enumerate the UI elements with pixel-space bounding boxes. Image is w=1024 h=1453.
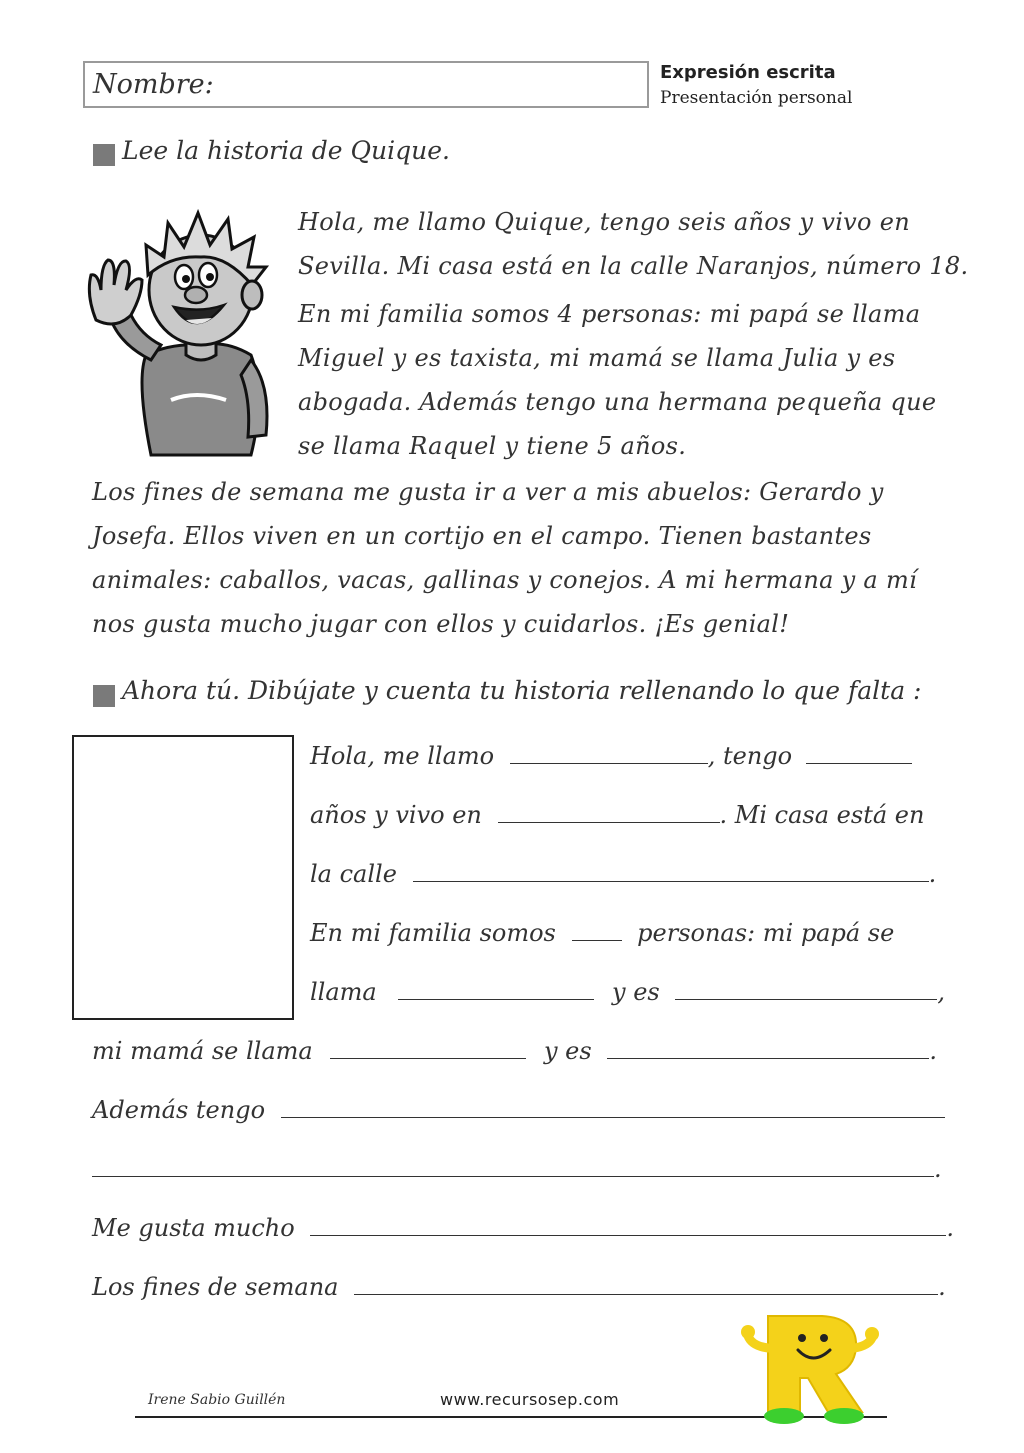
fill-line-8	[92, 1140, 942, 1198]
prompt-text: .	[928, 860, 937, 888]
siblings-continued-blank[interactable]	[92, 1154, 934, 1177]
mother-name-blank[interactable]	[330, 1036, 526, 1059]
family-count-blank[interactable]	[572, 918, 622, 941]
story-paragraph-2	[298, 292, 936, 468]
story-line: En mi familia somos 4 personas: mi papá se llama	[298, 300, 921, 328]
story-line: se llama Raquel y tiene 5 años.	[298, 432, 687, 460]
prompt-text: y es	[612, 978, 660, 1006]
story-paragraph-3	[92, 470, 917, 646]
weekends-blank[interactable]	[354, 1272, 938, 1295]
fill-line-3	[310, 845, 936, 903]
prompt-text: , tengo	[707, 742, 793, 770]
website-link[interactable]: www.recursosep.com	[440, 1390, 620, 1409]
prompt-text: Me gusta mucho	[92, 1214, 295, 1242]
prompt-text: personas: mi papá se	[637, 919, 895, 947]
heading-square-icon	[93, 685, 115, 707]
prompt-text: mi mamá se llama	[92, 1037, 313, 1065]
prompt-text: y es	[543, 1037, 592, 1065]
recursosep-r-logo-icon	[740, 1308, 880, 1428]
prompt-text: . Mi casa está en	[719, 801, 925, 829]
worksheet-subtitle: Presentación personal	[660, 88, 853, 108]
story-line: Los fines de semana me gusta ir a ver a mis abuelos: Gerardo y	[92, 478, 884, 506]
city-blank[interactable]	[498, 800, 720, 823]
prompt-text: .	[938, 1273, 946, 1301]
prompt-text: Los fines de semana	[92, 1273, 339, 1301]
story-line: animales: caballos, vacas, gallinas y conejos. A mi hermana y a mí	[92, 566, 917, 594]
prompt-text: años y vivo en	[310, 801, 482, 829]
prompt-text: la calle	[310, 860, 397, 888]
likes-blank[interactable]	[310, 1213, 946, 1236]
name-label: Nombre:	[93, 69, 214, 100]
prompt-text: .	[929, 1037, 937, 1065]
fill-line-9	[92, 1199, 954, 1257]
fill-line-2	[310, 786, 924, 844]
boy-waving-illustration	[76, 205, 286, 465]
story-line: Hola, me llamo Quique, tengo seis años y vivo en	[298, 208, 910, 236]
street-blank[interactable]	[413, 859, 929, 882]
prompt-text: .	[934, 1155, 942, 1183]
fill-line-7	[92, 1081, 945, 1139]
prompt-text: llama	[310, 978, 377, 1006]
prompt-text: En mi familia somos	[310, 919, 556, 947]
father-job-blank[interactable]	[675, 977, 937, 1000]
story-paragraph-1	[298, 200, 968, 288]
section2-heading: Ahora tú. Dibújate y cuenta tu historia rellenando lo que falta :	[122, 676, 922, 705]
name-blank[interactable]	[510, 741, 708, 764]
story-line: Josefa. Ellos viven en un cortijo en el campo. Tienen bastantes	[92, 522, 872, 550]
worksheet-title: Expresión escrita	[660, 62, 836, 83]
story-line: Miguel y es taxista, mi mamá se llama Julia y es	[298, 344, 896, 372]
story-line: nos gusta mucho jugar con ellos y cuidarlos. ¡Es genial!	[92, 610, 790, 638]
fill-line-6	[92, 1022, 937, 1080]
prompt-text: Hola, me llamo	[310, 742, 495, 770]
fill-line-1	[310, 727, 912, 785]
self-portrait-drawing-box[interactable]	[72, 735, 294, 1020]
prompt-text: Además tengo	[92, 1096, 266, 1124]
section1-heading: Lee la historia de Quique.	[122, 136, 450, 165]
author-credit: Irene Sabio Guillén	[148, 1392, 286, 1408]
siblings-blank[interactable]	[281, 1095, 945, 1118]
fill-line-4	[310, 904, 894, 962]
father-name-blank[interactable]	[398, 977, 594, 1000]
prompt-text: ,	[937, 978, 946, 1006]
heading-square-icon	[93, 144, 115, 166]
story-line: Sevilla. Mi casa está en la calle Naranjos, número 18.	[298, 252, 969, 280]
story-line: abogada. Además tengo una hermana pequeña que	[298, 388, 937, 416]
fill-line-5	[310, 963, 945, 1021]
name-field[interactable]	[83, 61, 649, 108]
mother-job-blank[interactable]	[607, 1036, 929, 1059]
prompt-text: .	[946, 1214, 954, 1242]
age-blank[interactable]	[806, 741, 912, 764]
